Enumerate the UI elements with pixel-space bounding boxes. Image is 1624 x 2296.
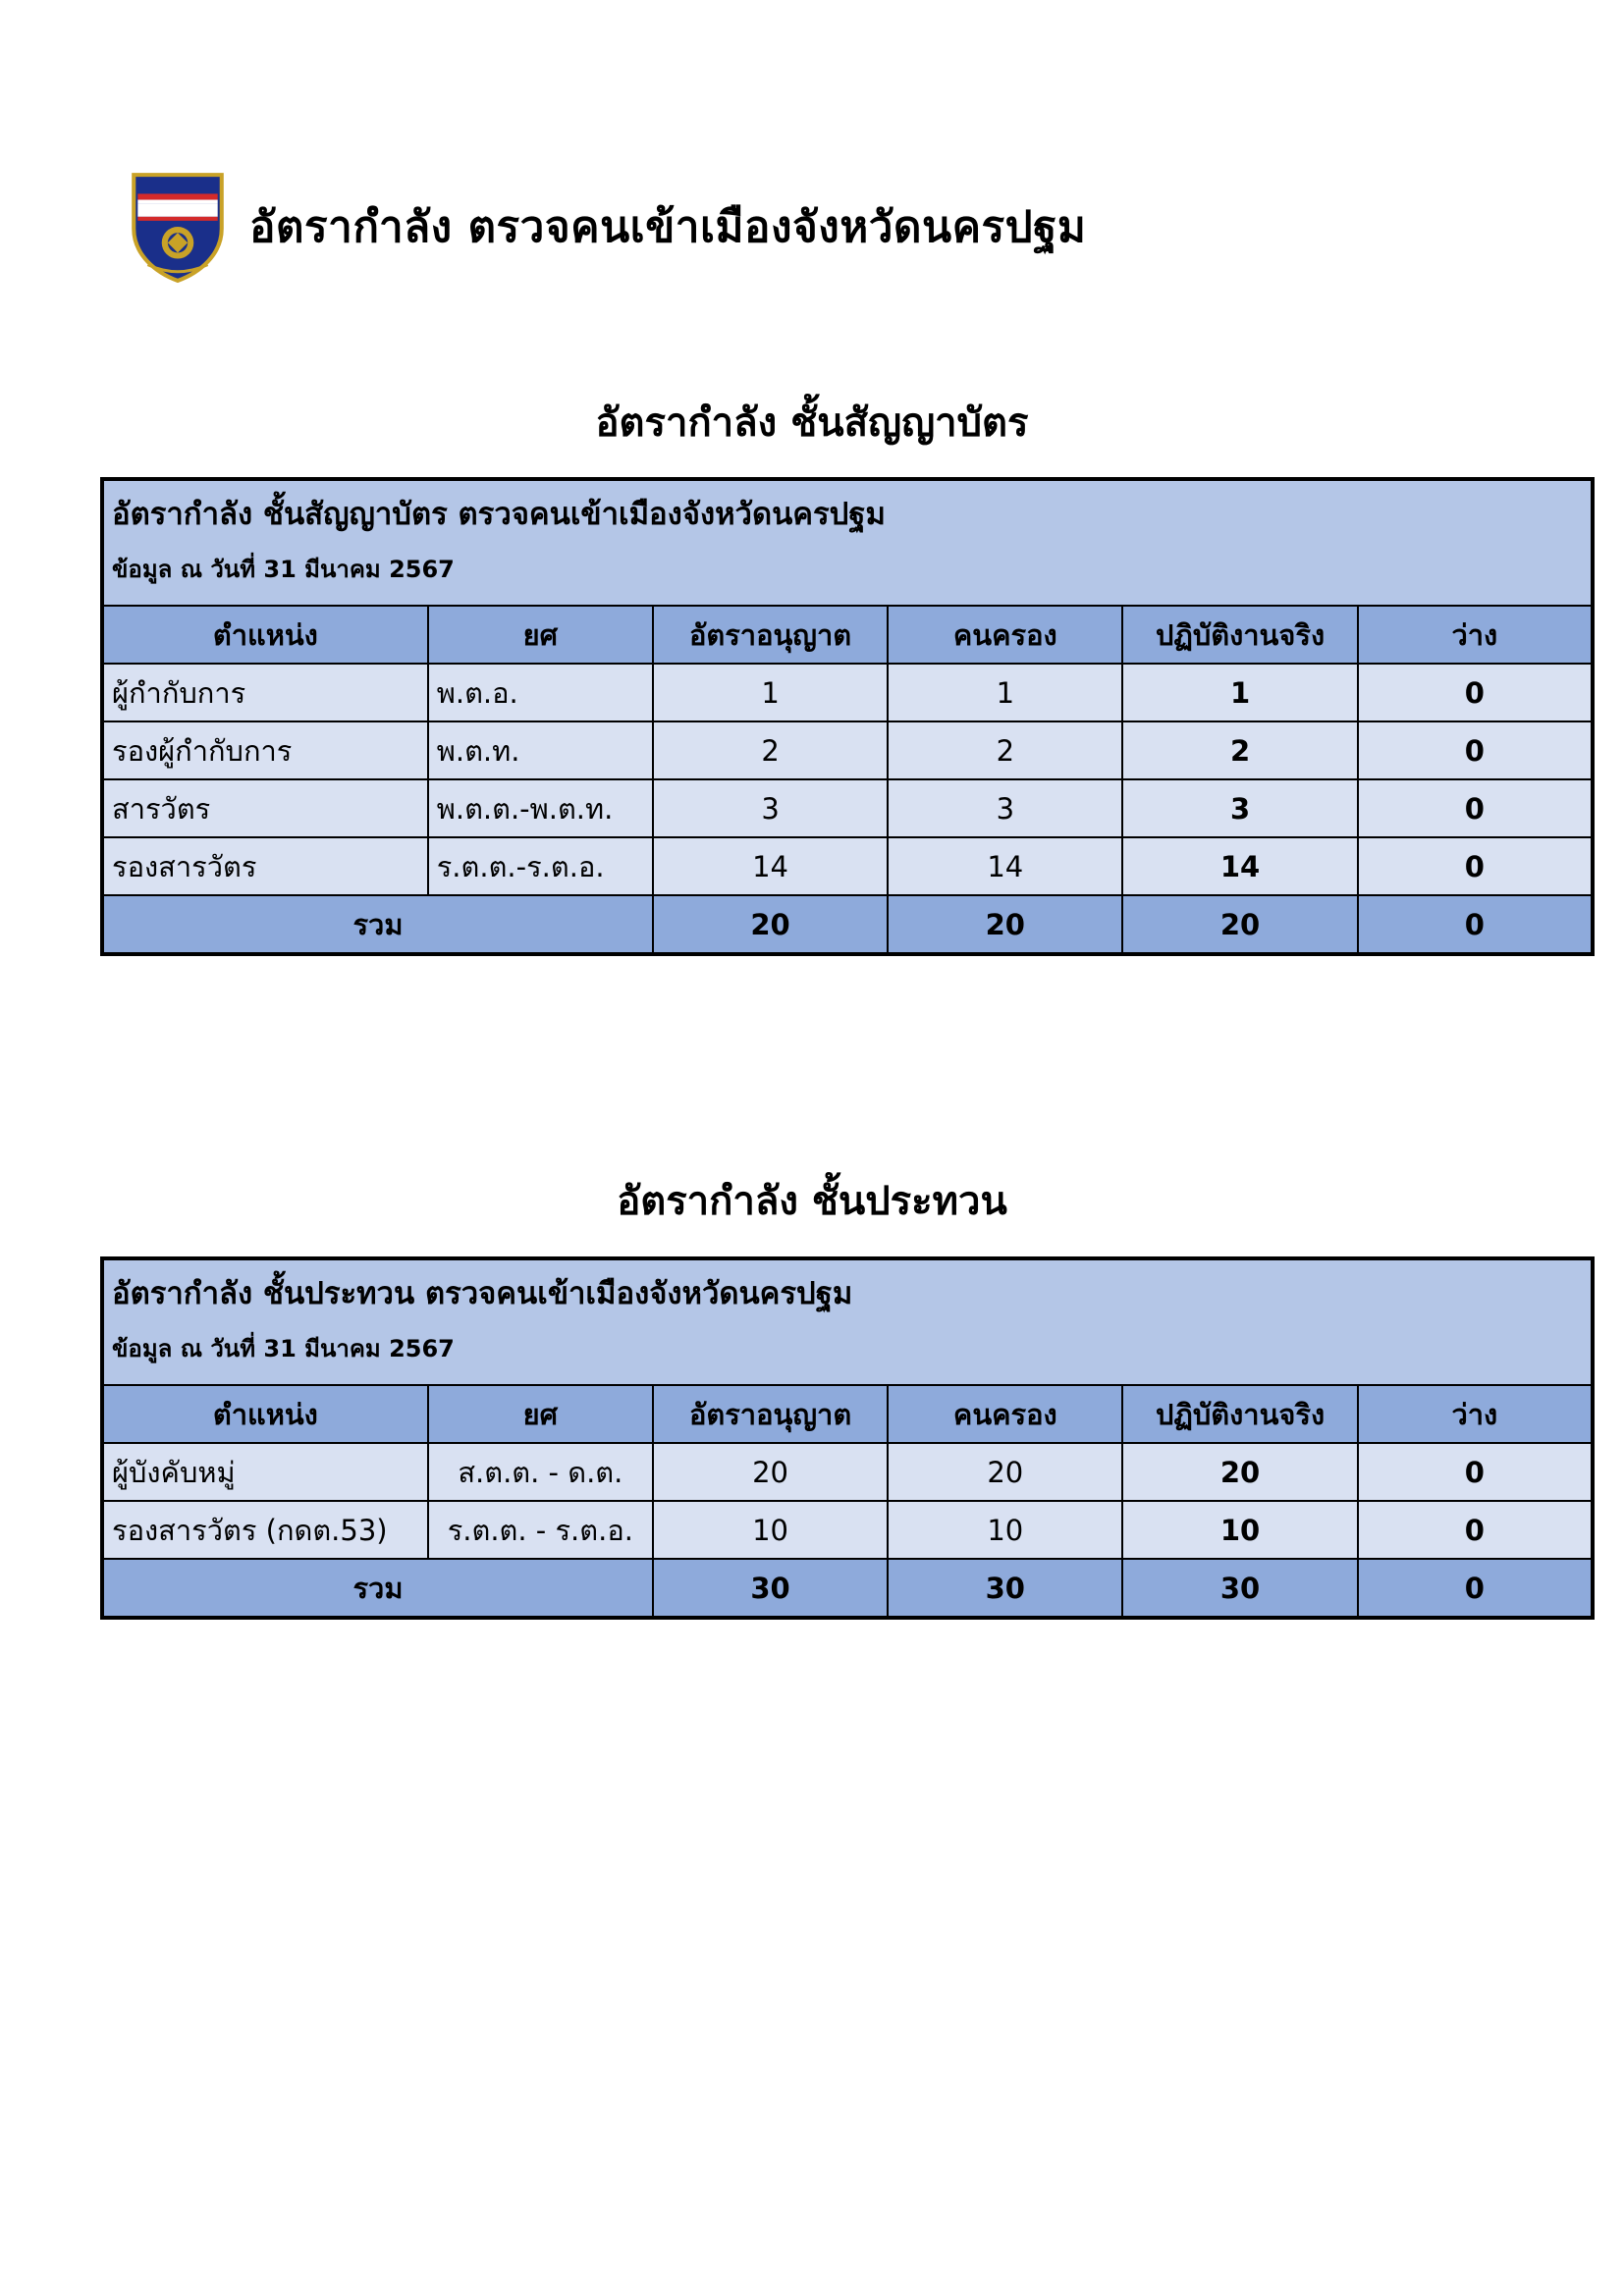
table-row [102,1443,1593,1501]
cell-allowed: 3 [653,779,888,837]
cell-vacant: 0 [1358,837,1593,895]
table-caption-date: ข้อมูล ณ วันที่ 31 มีนาคม 2567 [112,556,455,583]
table-row [102,779,1593,837]
col-header-vacant: ว่าง [1358,1385,1593,1443]
cell-rank: พ.ต.ต.-พ.ต.ท. [428,779,653,837]
cell-position: รองผู้กำกับการ [102,721,428,779]
cell-on-duty: 3 [1122,779,1357,837]
table-caption-title: อัตรากำลัง ชั้นประทวน ตรวจคนเข้าเมืองจังหวัดนครปฐม [112,1276,853,1311]
col-header-position: ตำแหน่ง [102,606,428,664]
cell-position: สารวัตร [102,779,428,837]
page-header [128,169,1086,285]
table-total-row [102,1559,1593,1618]
table-header-row [102,606,1593,664]
col-header-vacant: ว่าง [1358,606,1593,664]
commissioned-staff-table [100,477,1595,956]
col-header-on-duty: ปฏิบัติงานจริง [1122,606,1357,664]
cell-allowed: 14 [653,837,888,895]
cell-on-duty: 20 [1122,1443,1357,1501]
cell-occupied: 2 [888,721,1122,779]
cell-position: ผู้กำกับการ [102,664,428,721]
cell-vacant: 0 [1358,664,1593,721]
cell-rank: พ.ต.ท. [428,721,653,779]
cell-on-duty: 2 [1122,721,1357,779]
section-title-commissioned: อัตรากำลัง ชั้นสัญญาบัตร [595,400,1029,446]
non-commissioned-staff-table [100,1256,1595,1620]
cell-allowed: 10 [653,1501,888,1559]
total-allowed: 30 [653,1559,888,1618]
col-header-allowed: อัตราอนุญาต [653,1385,888,1443]
total-vacant: 0 [1358,895,1593,954]
table-row [102,721,1593,779]
table-caption [102,1258,1593,1385]
table-caption [102,479,1593,606]
total-occupied: 20 [888,895,1122,954]
table-row [102,837,1593,895]
cell-vacant: 0 [1358,1443,1593,1501]
cell-on-duty: 14 [1122,837,1357,895]
cell-vacant: 0 [1358,1501,1593,1559]
total-allowed: 20 [653,895,888,954]
col-header-on-duty: ปฏิบัติงานจริง [1122,1385,1357,1443]
total-label: รวม [102,895,653,954]
total-on-duty: 30 [1122,1559,1357,1618]
cell-occupied: 20 [888,1443,1122,1501]
cell-occupied: 1 [888,664,1122,721]
col-header-allowed: อัตราอนุญาต [653,606,888,664]
cell-position: รองสารวัตร [102,837,428,895]
cell-rank: ส.ต.ต. - ด.ต. [428,1443,653,1501]
cell-occupied: 10 [888,1501,1122,1559]
cell-on-duty: 1 [1122,664,1357,721]
table-header-row [102,1385,1593,1443]
cell-allowed: 20 [653,1443,888,1501]
total-on-duty: 20 [1122,895,1357,954]
cell-rank: พ.ต.อ. [428,664,653,721]
cell-allowed: 2 [653,721,888,779]
table-row [102,664,1593,721]
section-title-non-commissioned: อัตรากำลัง ชั้นประทวน [617,1179,1007,1224]
col-header-occupied: คนครอง [888,606,1122,664]
col-header-rank: ยศ [428,606,653,664]
col-header-position: ตำแหน่ง [102,1385,428,1443]
col-header-occupied: คนครอง [888,1385,1122,1443]
cell-vacant: 0 [1358,779,1593,837]
table-total-row [102,895,1593,954]
immigration-bureau-badge-icon [128,169,228,285]
cell-allowed: 1 [653,664,888,721]
page-title: อัตรากำลัง ตรวจคนเข้าเมืองจังหวัดนครปฐม [249,202,1087,252]
total-vacant: 0 [1358,1559,1593,1618]
cell-position: ผู้บังคับหมู่ [102,1443,428,1501]
cell-position: รองสารวัตร (กดต.53) [102,1501,428,1559]
col-header-rank: ยศ [428,1385,653,1443]
cell-rank: ร.ต.ต.-ร.ต.อ. [428,837,653,895]
cell-on-duty: 10 [1122,1501,1357,1559]
cell-occupied: 14 [888,837,1122,895]
cell-rank: ร.ต.ต. - ร.ต.อ. [428,1501,653,1559]
total-occupied: 30 [888,1559,1122,1618]
table-caption-date: ข้อมูล ณ วันที่ 31 มีนาคม 2567 [112,1335,455,1362]
total-label: รวม [102,1559,653,1618]
table-row [102,1501,1593,1559]
cell-vacant: 0 [1358,721,1593,779]
cell-occupied: 3 [888,779,1122,837]
table-caption-title: อัตรากำลัง ชั้นสัญญาบัตร ตรวจคนเข้าเมืองจังหวัดนครปฐม [112,497,886,532]
